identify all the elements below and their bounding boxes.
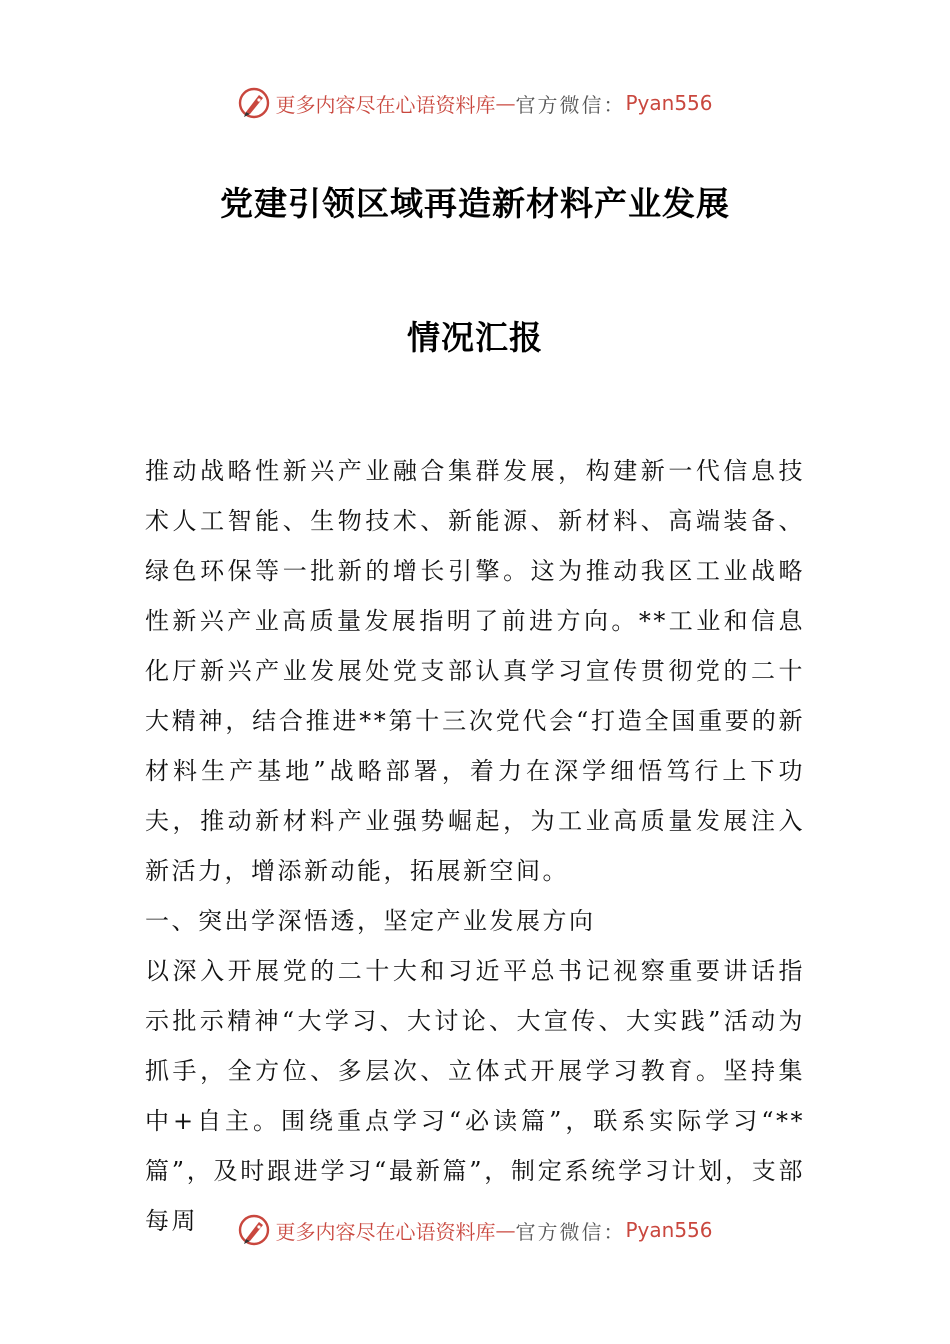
banner-dash: — xyxy=(495,91,516,115)
header-banner xyxy=(0,86,950,120)
banner-wechat-label: 官方微信： xyxy=(515,1219,626,1244)
document-title-line1: 党建引领区域再造新材料产业发展 xyxy=(220,184,730,223)
banner-wechat-id: Pyan556 xyxy=(625,1218,713,1242)
document-title-line2: 情况汇报 xyxy=(407,318,543,357)
body-paragraph-section-1: 以深入开展党的二十大和习近平总书记视察重要讲话指示批示精神“大学习、大讨论、大宣传、大实践”活动为抓手，全方位、多层次、立体式开展学习教育。坚持集中+自主。围绕重点学习“必读篇”，联系实际学习“**篇”，及时跟进学习“最新篇”，制定系统学习计划，支部每周 xyxy=(145,957,805,1235)
banner-dash: — xyxy=(495,1218,516,1242)
section-heading-1: 一、突出学深悟透，坚定产业发展方向 xyxy=(145,907,596,935)
banner-main-text: 更多内容尽在心语资料库 xyxy=(275,1219,496,1244)
document-body xyxy=(145,446,805,1246)
footer-banner xyxy=(0,1213,950,1247)
banner-main-text: 更多内容尽在心语资料库 xyxy=(275,92,496,117)
banner-wechat-id: Pyan556 xyxy=(625,91,713,115)
banner-wechat-label: 官方微信： xyxy=(515,92,626,117)
pen-nib-logo-icon xyxy=(237,1213,271,1247)
body-paragraph-intro: 推动战略性新兴产业融合集群发展，构建新一代信息技术人工智能、生物技术、新能源、新材料、高端装备、绿色环保等一批新的增长引擎。这为推动我区工业战略性新兴产业高质量发展指明了前进方向。**工业和信息化厅新兴产业发展处党支部认真学习宣传贯彻党的二十大精神，结合推进**第十三次党代会“打造全国重要的新材料生产基地”战略部署，着力在深学细悟笃行上下功夫，推动新材料产业强势崛起，为工业高质量发展注入新活力，增添新动能，拓展新空间。 xyxy=(145,457,805,885)
pen-nib-logo-icon xyxy=(237,86,271,120)
